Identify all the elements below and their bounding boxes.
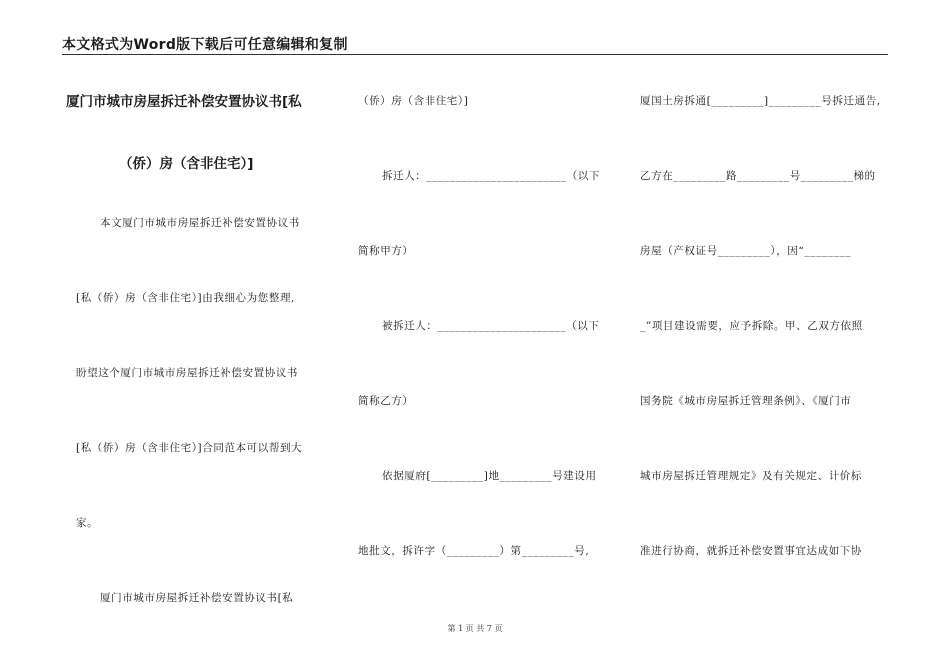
paragraph-line: 本文厦门市城市房屋拆迁补偿安置协议书 (100, 217, 300, 229)
header-text: 本文格式为Word版下载后可任意编辑和复制 (62, 37, 348, 53)
paragraph-line: 乙方在_________路_________号_________梯的 (640, 170, 876, 182)
paragraph-line: _”项目建设需要，应予拆除。甲、乙双方依照 (640, 320, 863, 332)
paragraph-line: 家。 (76, 517, 99, 529)
document-title-line-2: （侨）房（含非住宅）] (119, 156, 254, 172)
paragraph-line: 被拆迁人：______________________（以下 (382, 320, 600, 332)
paragraph-line: 简称甲方） (358, 245, 414, 257)
paragraph-line: 厦国土房拆通[_________]_________号拆迁通告, (640, 95, 881, 107)
paragraph-line: 盼望这个厦门市城市房屋拆迁补偿安置协议书 (76, 367, 298, 379)
paragraph-line: （侨）房（含非住宅）] (358, 95, 469, 107)
document-title-line-1: 厦门市城市房屋拆迁补偿安置协议书[私 (66, 94, 302, 110)
paragraph-line: 房屋（产权证号_________），因“________ (640, 245, 852, 257)
paragraph-line: [私（侨）房（含非住宅）]合同范本可以帮到大 (76, 442, 303, 454)
paragraph-line: [私（侨）房（含非住宅）]由我细心为您整理, (76, 292, 295, 304)
paragraph-line: 简称乙方） (358, 395, 414, 407)
document-header (62, 34, 888, 55)
paragraph-line: 依据厦府[_________]地_________号建设用 (382, 470, 597, 482)
page-number: 第 1 页 共 7 页 (447, 624, 503, 633)
paragraph-line: 国务院《城市房屋拆迁管理条例》、《厦门市 (640, 395, 852, 407)
paragraph-line: 准进行协商，就拆迁补偿安置事宜达成如下协 (640, 545, 862, 557)
paragraph-line: 城市房屋拆迁管理规定》及有关规定、计价标 (640, 470, 862, 482)
paragraph-line: 拆迁人：________________________（以下 (382, 170, 601, 182)
paragraph-line: 厦门市城市房屋拆迁补偿安置协议书[私 (100, 592, 294, 604)
paragraph-line: 地批文，拆许字（_________）第_________号, (358, 545, 590, 557)
